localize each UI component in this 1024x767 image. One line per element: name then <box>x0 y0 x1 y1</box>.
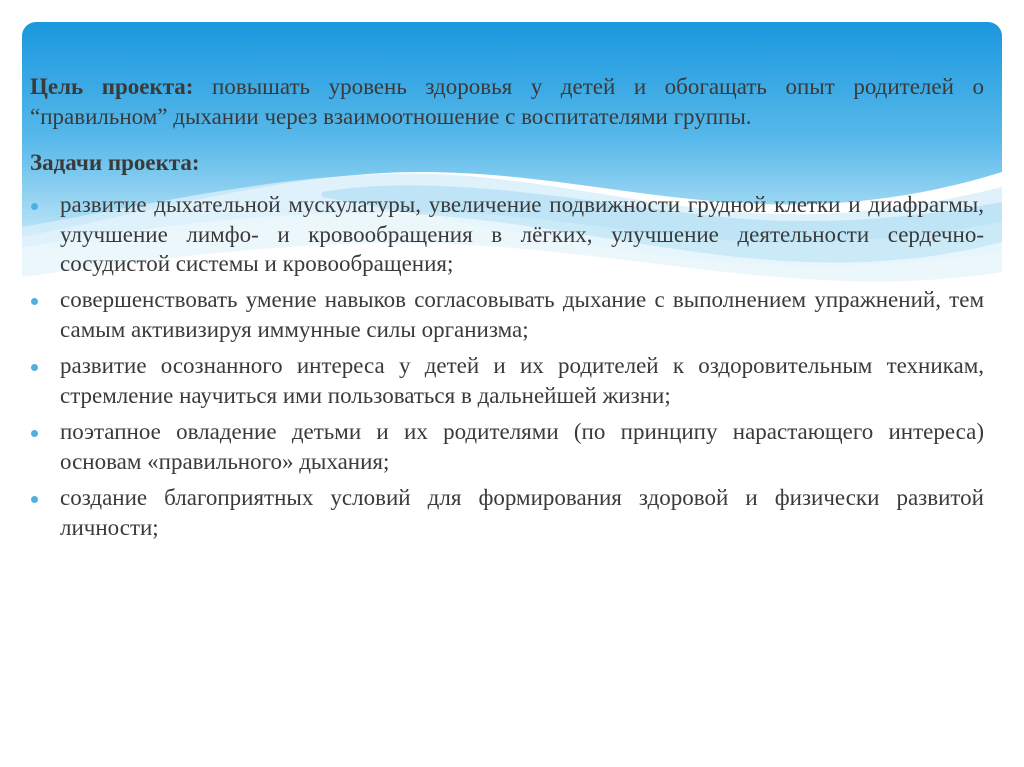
list-item <box>30 351 984 411</box>
list-item <box>30 417 984 477</box>
list-item <box>30 190 984 280</box>
slide-content <box>30 72 984 548</box>
slide <box>22 22 1002 743</box>
list-item-text: развитие осознанного интереса у детей и их родителей к оздоровительным техникам, стремление научиться ими пользоваться в дальнейшей жизни; <box>60 353 984 409</box>
tasks-list <box>30 190 984 543</box>
project-goal <box>30 72 984 132</box>
bullet-icon <box>31 364 38 371</box>
list-item-text: поэтапное овладение детьми и их родителями (по принципу нарастающего интереса) основам «правильного» дыхания; <box>60 418 984 474</box>
list-item <box>30 285 984 345</box>
bullet-icon <box>31 298 38 305</box>
bullet-icon <box>31 430 38 437</box>
list-item-text: совершенствовать умение навыков согласовывать дыхание с выполнением упражнений, тем самым активизируя иммунные силы организма; <box>60 287 984 343</box>
project-goal-label: Цель проекта: <box>30 74 194 99</box>
tasks-title: Задачи проекта: <box>30 149 200 175</box>
project-goal-text: повышать уровень здоровья у детей и обогащать опыт родителей о “правильном” дыхании через взаимоотношение с воспитателями группы. <box>30 74 984 129</box>
list-item-text: создание благоприятных условий для формирования здоровой и физически развитой личности; <box>60 484 984 540</box>
list-item <box>30 483 984 543</box>
list-item-text: развитие дыхательной мускулатуры, увеличение подвижности грудной клетки и диафрагмы, улучшение лимфо- и кровообращения в лёгких, улучшение деятельности сердечно-сосудистой системы и кровообращения; <box>60 191 984 277</box>
bullet-icon <box>31 203 38 210</box>
bullet-icon <box>31 496 38 503</box>
